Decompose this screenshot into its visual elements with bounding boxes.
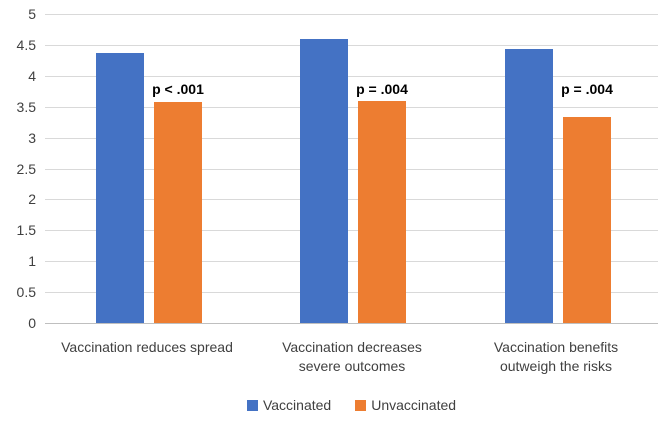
legend-label-vaccinated: Vaccinated [262, 397, 332, 413]
y-axis-tick-label: 4.5 [16, 37, 36, 53]
category-label-line: outweigh the risks [499, 358, 613, 374]
y-axis-tick-label: 2 [28, 191, 36, 207]
p-value-label-2: p = .004 [561, 81, 613, 97]
legend [45, 397, 658, 413]
category-label-line: Vaccination reduces spread [61, 339, 233, 355]
y-axis-tick-label: 1 [28, 253, 36, 269]
y-axis-tick-label: 5 [28, 6, 36, 22]
bar-unvaccinated-1 [358, 101, 406, 323]
y-axis-tick-label: 3 [28, 130, 36, 146]
unvaccinated-legend-swatch-icon [355, 400, 366, 411]
category-label-1 [252, 338, 452, 376]
vaccinated-legend-swatch-icon [247, 400, 258, 411]
category-label-2 [456, 338, 656, 376]
legend-item-vaccinated [247, 397, 331, 413]
p-value-label-0: p < .001 [152, 81, 204, 97]
bar-unvaccinated-0 [154, 102, 202, 323]
legend-item-unvaccinated [355, 397, 456, 413]
category-label-line: Vaccination benefits [493, 339, 619, 355]
p-value-label-1: p = .004 [356, 81, 408, 97]
gridline [45, 14, 658, 15]
bar-unvaccinated-2 [563, 117, 611, 323]
y-axis-tick-label: 2.5 [16, 161, 36, 177]
y-axis-tick-label: 3.5 [16, 99, 36, 115]
legend-label-unvaccinated: Unvaccinated [371, 397, 457, 413]
category-label-0 [47, 338, 247, 357]
y-axis-tick-label: 0.5 [16, 284, 36, 300]
y-axis-tick-label: 4 [28, 68, 36, 84]
category-label-line: Vaccination decreases [282, 339, 422, 355]
x-axis-line [45, 323, 658, 324]
y-axis-tick-label: 1.5 [16, 222, 36, 238]
category-label-line: severe outcomes [298, 358, 406, 374]
gridline [45, 45, 658, 46]
y-axis-tick-label: 0 [28, 315, 36, 331]
